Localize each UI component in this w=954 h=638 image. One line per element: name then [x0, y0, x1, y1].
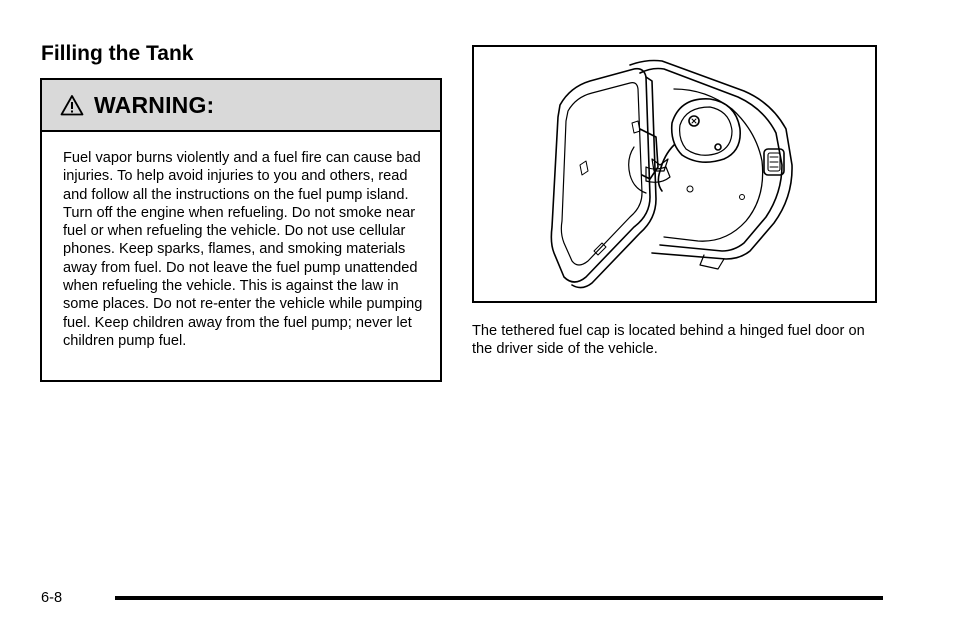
warning-triangle-icon — [60, 94, 84, 116]
warning-box — [40, 78, 442, 382]
figure-caption: The tethered fuel cap is located behind a hinged fuel door on the driver side of the vehicle. — [472, 323, 865, 358]
footer-rule — [115, 596, 883, 600]
page-number: 6-8 — [41, 590, 63, 606]
section-title: Filling the Tank — [41, 42, 194, 65]
fuel-door-drawing — [474, 47, 875, 301]
warning-header — [42, 80, 440, 132]
warning-text: Fuel vapor burns violently and a fuel fire can cause bad injuries. To help avoid injuries to you and others, read and follow all the instructions on the fuel pump island. Turn off the engine when refueling. Do not smoke near fuel or when refueling the vehicle. Do not use cellular phones. Keep sparks, flames, and smoking materials away from fuel. Do not leave the fuel pump unattended when refueling the vehicle. This is against the law in some places. Do not re-enter the vehicle while pumping fuel. Keep children away from the fuel pump; never let children pump fuel. — [63, 150, 423, 349]
warning-label: WARNING: — [94, 91, 215, 118]
fuel-door-illustration — [472, 45, 877, 303]
